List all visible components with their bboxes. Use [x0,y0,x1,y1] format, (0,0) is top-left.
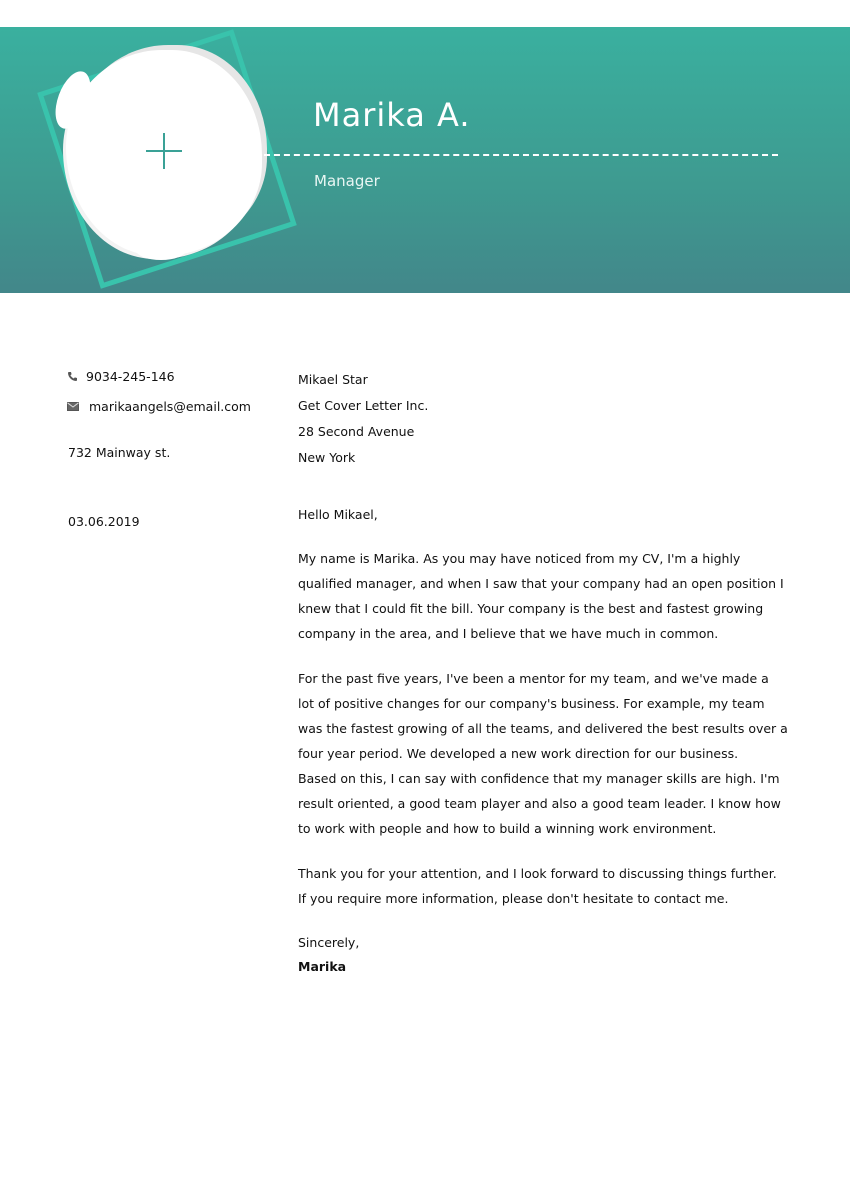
recipient-name: Mikael Star [298,372,368,387]
letter-body [298,502,788,979]
letter-paragraph: My name is Marika. As you may have noticed from my CV, I'm a highly qualified manager, and when I saw that your company had an open position I knew that I could fit the bill. Your company is the best and fastest growing company in the area, and I believe that we have much in common. [298,551,784,641]
recipient-company: Get Cover Letter Inc. [298,398,429,413]
letter-closing: Sincerely, [298,935,360,950]
letter-paragraph: For the past five years, I've been a mentor for my team, and we've made a lot of positive changes for our company's business. For example, my team was the fastest growing of all the teams, and delivered the best results over a four year period. We developed a new work direction for our business. [298,671,788,761]
recipient-block [298,367,428,471]
email-contact [67,399,251,414]
email-address: marikaangels@email.com [89,399,251,414]
letter-signature: Marika [298,959,347,974]
header-divider [264,154,778,156]
applicant-name: Marika A. [313,96,471,134]
letter-greeting: Hello Mikael, [298,507,378,522]
mail-icon [67,402,79,411]
phone-contact [67,369,175,384]
recipient-street: 28 Second Avenue [298,424,415,439]
recipient-city: New York [298,450,356,465]
street-address: 732 Mainway st. [68,445,171,460]
letter-date: 03.06.2019 [68,514,140,529]
job-title: Manager [314,172,380,190]
phone-number: 9034-245-146 [86,369,175,384]
letter-paragraph: Thank you for your attention, and I look forward to discussing things further. If you require more information, please don't hesitate to contact me. [298,866,777,906]
phone-icon [67,371,78,382]
letter-paragraph: Based on this, I can say with confidence that my manager skills are high. I'm result oriented, a good team player and also a good team leader. I know how to work with people and how to build a winning work environment. [298,771,781,836]
